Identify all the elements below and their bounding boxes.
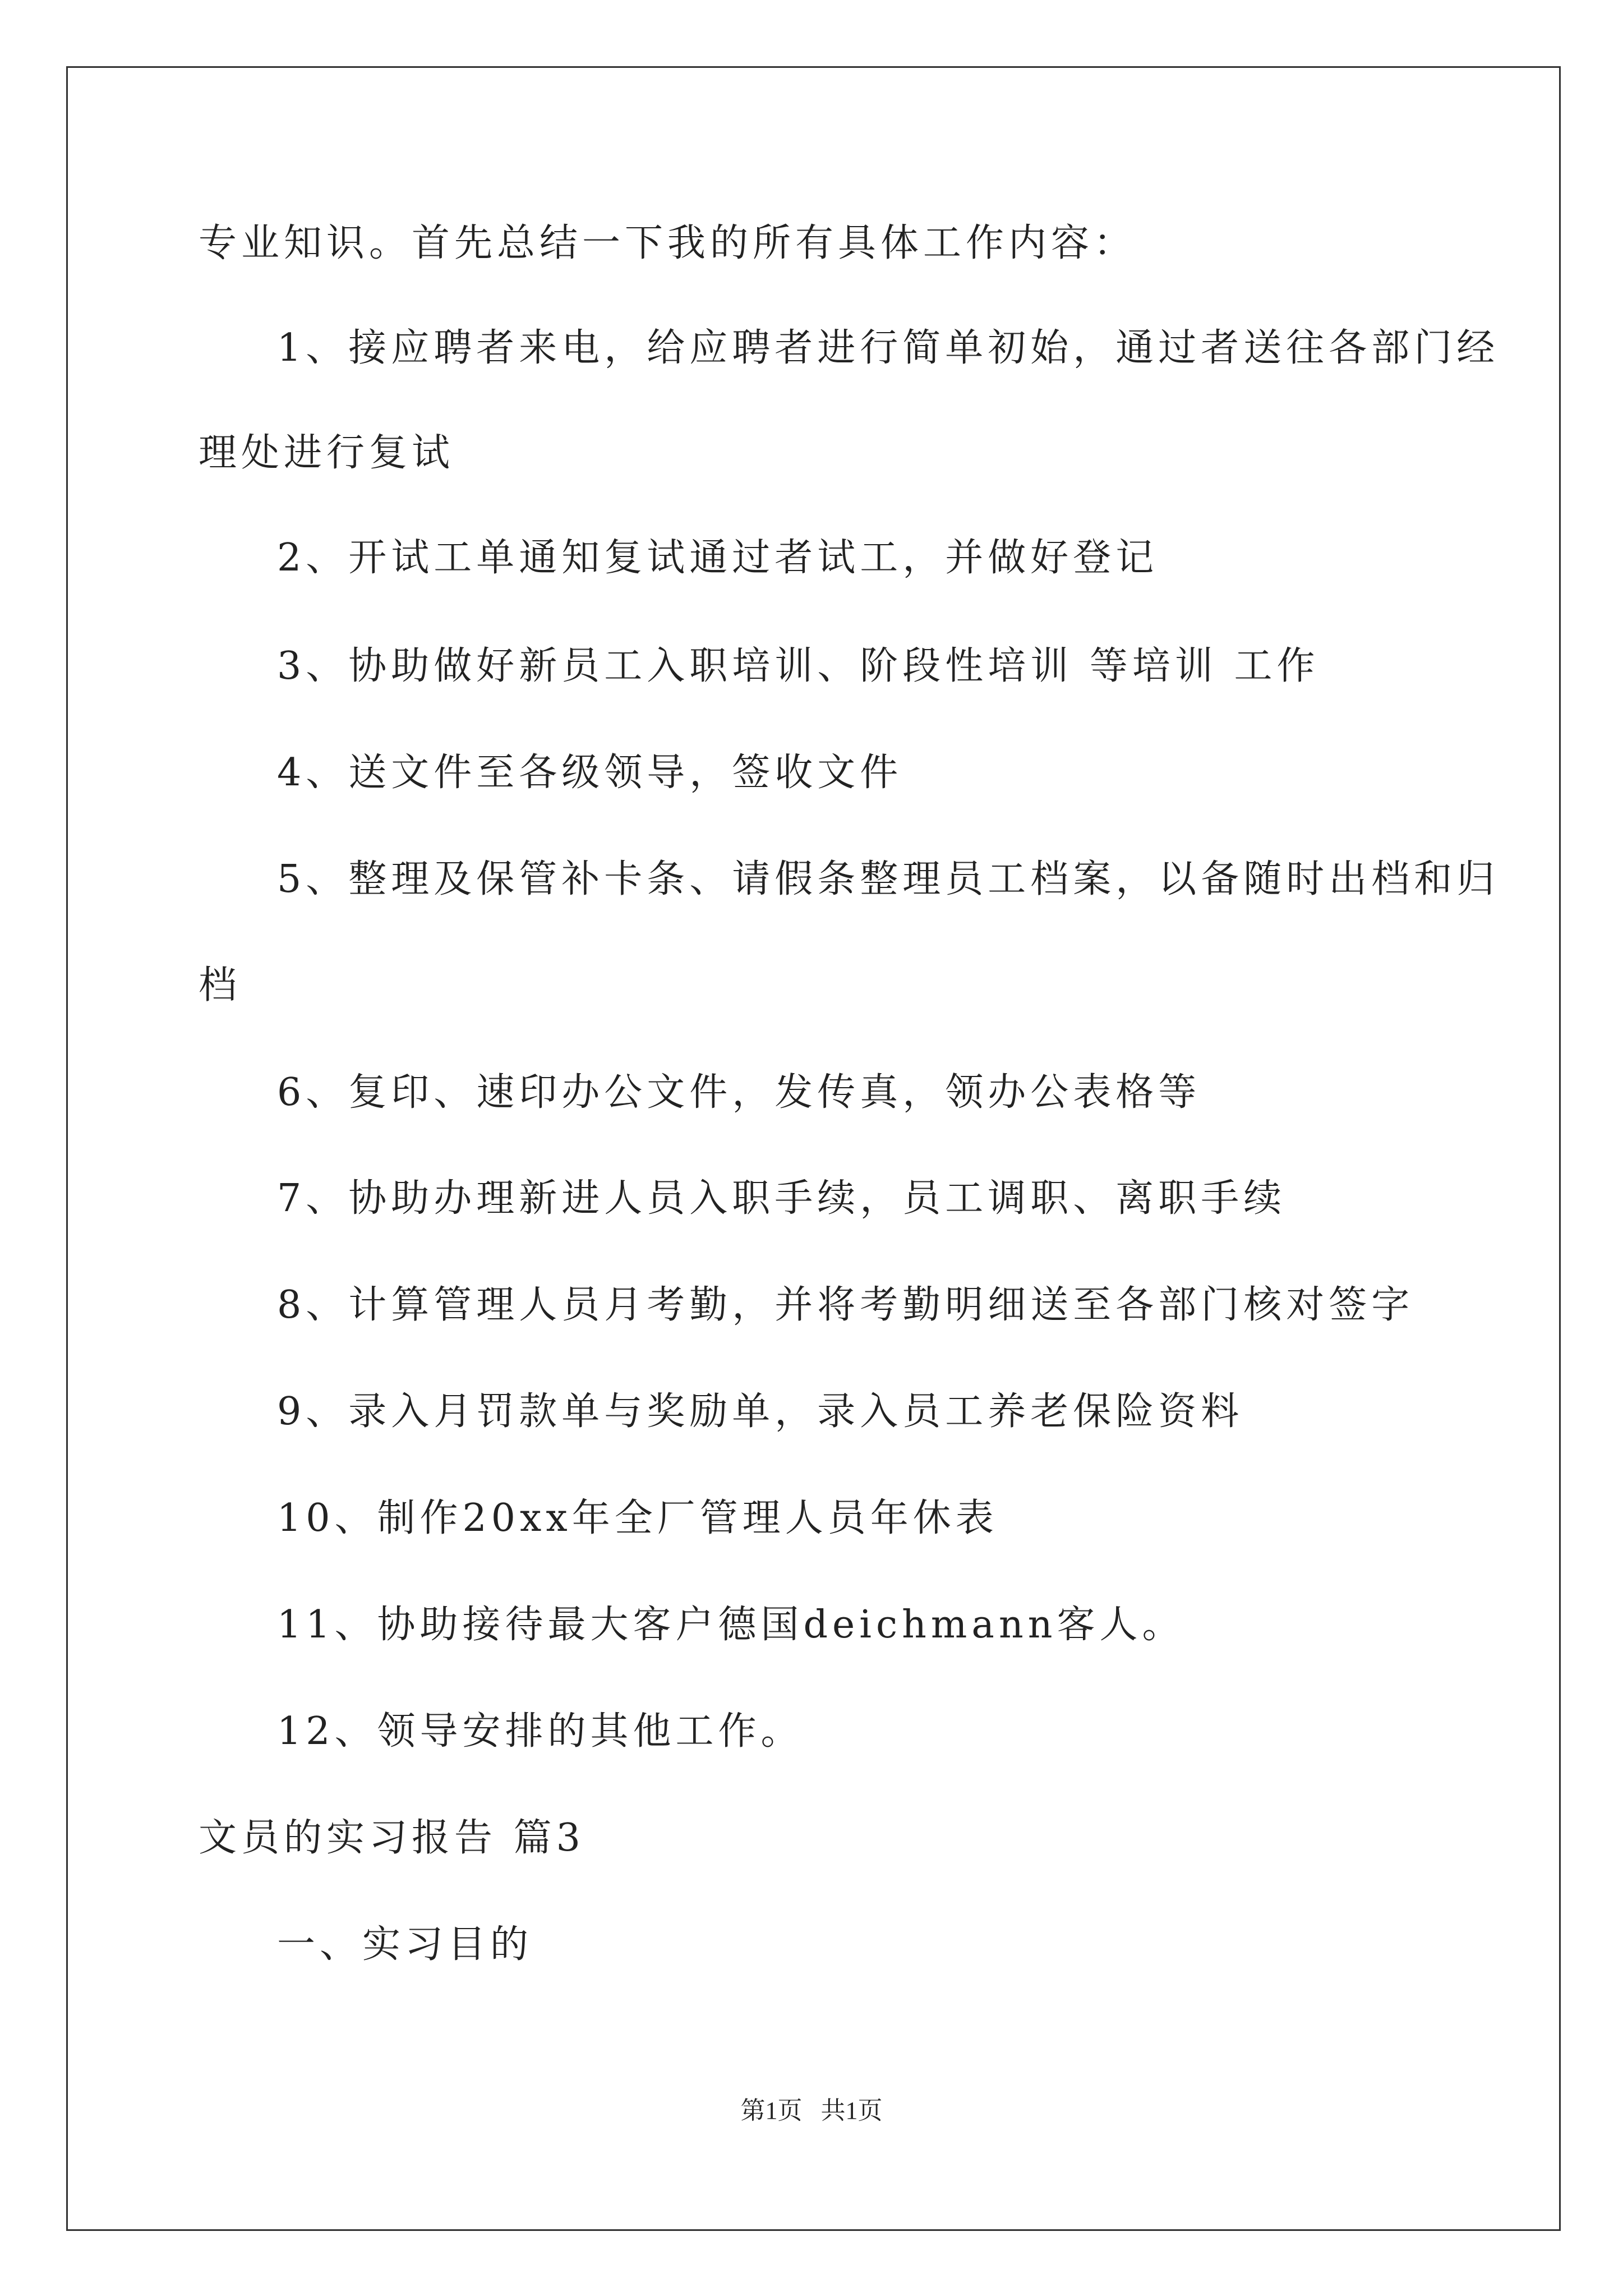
list-item: 5、整理及保管补卡条、请假条整理员工档案，以备随时出档和归 xyxy=(277,857,1500,901)
list-item: 7、协助办理新进人员入职手续，员工调职、离职手续 xyxy=(277,1176,1287,1221)
list-item: 3、协助做好新员工入职培训、阶段性培训 等培训 工作 xyxy=(277,644,1320,688)
list-item: 9、录入月罚款单与奖励单，录入员工养老保险资料 xyxy=(277,1389,1244,1434)
paragraph-line: 专业知识。首先总结一下我的所有具体工作内容： xyxy=(199,221,1137,265)
list-item: 6、复印、速印办公文件，发传真，领办公表格等 xyxy=(277,1070,1201,1115)
list-item-continuation: 档 xyxy=(199,963,242,1007)
list-item: 10、制作20xx年全厂管理人员年休表 xyxy=(277,1496,998,1540)
section-heading: 文员的实习报告 篇3 xyxy=(199,1816,585,1860)
list-item: 4、送文件至各级领导，签收文件 xyxy=(277,751,903,795)
list-item: 11、协助接待最大客户德国deichmann客人。 xyxy=(277,1603,1185,1647)
page-footer: 第1页 共1页 xyxy=(740,2097,883,2124)
list-item: 2、开试工单通知复试通过者试工，并做好登记 xyxy=(277,536,1159,580)
page-border xyxy=(66,66,1561,2231)
list-item: 8、计算管理人员月考勤，并将考勤明细送至各部门核对签字 xyxy=(277,1283,1414,1327)
list-item: 1、接应聘者来电，给应聘者进行简单初始，通过者送往各部门经 xyxy=(277,326,1500,370)
subsection-heading: 一、实习目的 xyxy=(277,1922,533,1967)
list-item-continuation: 理处进行复试 xyxy=(199,431,455,475)
list-item: 12、领导安排的其他工作。 xyxy=(277,1709,804,1754)
